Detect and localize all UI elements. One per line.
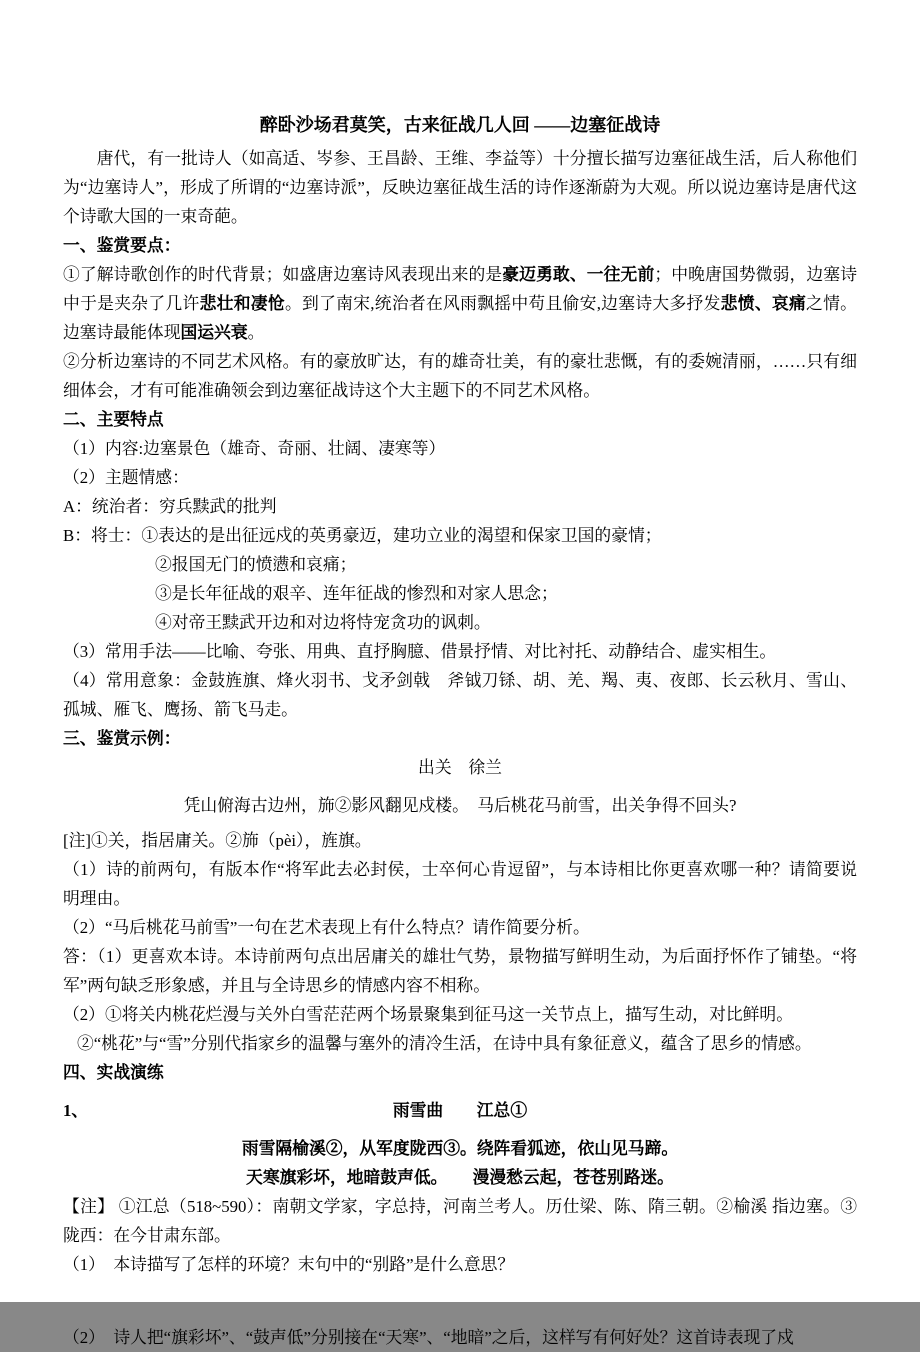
exercise-number: 1、	[63, 1101, 89, 1120]
section2-item-content: （1）内容:边塞景色（雄奇、奇丽、壮阔、凄寒等）	[63, 439, 446, 458]
section3-heading: 三、鉴赏示例：	[63, 729, 181, 748]
intro-paragraph: 唐代，有一批诗人（如高适、岑参、王昌龄、王维、李益等）十分擅长描写边塞征战生活，后人称他们为“边塞诗人”，形成了所谓的“边塞诗派”，反映边塞征战生活的诗作逐渐蔚为大观。所以说边塞诗是唐代这个诗歌大国的一束奇葩。	[63, 149, 857, 226]
section2-item-emotion: （2）主题情感：	[63, 468, 189, 487]
section1-point2: ②分析边塞诗的不同艺术风格。有的豪放旷达，有的雄奇壮美，有的豪壮悲慨，有的委婉清丽，……只有细细体会，才有可能准确领会到边塞征战诗这个大主题下的不同艺术风格。	[63, 352, 857, 400]
page-title: 醉卧沙场君莫笑，古来征战几人回 ——边塞征战诗	[259, 115, 661, 135]
poem1-question1: （1）诗的前两句，有版本作“将军此去必封侯，士卒何心肯逗留”，与本诗相比你更喜欢哪一种？请简要说明理由。	[63, 860, 857, 908]
section1-heading: 一、鉴赏要点：	[63, 236, 181, 255]
poem2-title: 雨雪曲 江总①	[392, 1101, 528, 1120]
section1-point1: ①了解诗歌创作的时代背景；如盛唐边塞诗风表现出来的是豪迈勇敢、一往无前；中晚唐国势微弱，边塞诗中于是夹杂了几许悲壮和凄怆。到了南宋,统治者在风雨飘摇中苟且偷安,边塞诗大多抒发悲愤、哀痛之情。边塞诗最能体现国运兴衰。	[63, 265, 857, 342]
poem2-question1: （1） 本诗描写了怎样的环境？末句中的“别路”是什么意思？	[63, 1255, 515, 1274]
section2-heading: 二、主要特点	[63, 410, 164, 429]
section2-item-imagery: （4）常用意象：金鼓旌旗、烽火羽书、戈矛剑戟 斧钺刀铩、胡、羌、羯、夷、夜郎、长云秋月、雪山、孤城、雁飞、鹰扬、箭飞马走。	[63, 671, 857, 719]
section2-item-soldier: B：将士：①表达的是出征远戍的英勇豪迈，建功立业的渴望和保家卫国的豪情；	[63, 526, 662, 545]
poem1-question2: （2）“马后桃花马前雪”一句在艺术表现上有什么特点？请作简要分析。	[63, 918, 590, 937]
section4-heading: 四、实战演练	[63, 1063, 164, 1082]
poem2-question2: （2） 诗人把“旗彩坏”、“鼓声低”分别接在“天寒”、“地暗”之后，这样写有何好处？这首诗表现了戍	[63, 1328, 794, 1347]
poem1-line: 凭山俯海古边州，斾②影风翻见戍楼。 马后桃花马前雪，出关争得不回头?	[183, 796, 737, 815]
document-content	[63, 110, 857, 1352]
section2-item-sub2: ②报国无门的愤懑和哀痛；	[155, 555, 357, 574]
section2-item-ruler: A：统治者：穷兵黩武的批判	[63, 497, 277, 516]
poem2-line2: 天寒旗彩坏，地暗鼓声低。 漫漫愁云起，苍苍别路迷。	[246, 1168, 674, 1187]
poem1-answer2: （2）①将关内桃花烂漫与关外白雪茫茫两个场景聚集到征马这一关节点上，描写生动，对比鲜明。	[63, 1005, 793, 1024]
poem1-note: [注]①关，指居庸关。②斾（pèi），旌旗。	[63, 831, 372, 850]
poem1-answer1: 答：（1）更喜欢本诗。本诗前两句点出居庸关的雄壮气势，景物描写鲜明生动，为后面抒怀作了铺垫。“将军”两句缺乏形象感，并且与全诗思乡的情感内容不相称。	[63, 947, 857, 995]
section2-item-sub3: ③是长年征战的艰辛、连年征战的惨烈和对家人思念；	[155, 584, 558, 603]
poem2-line1: 雨雪隔榆溪②，从军度陇西③。绕阵看狐迹，依山见马蹄。	[241, 1139, 679, 1158]
section2-item-sub4: ④对帝王黩武开边和对边将恃宠贪功的讽刺。	[155, 613, 491, 632]
poem1-title: 出关 徐兰	[418, 758, 502, 777]
poem2-title-row	[63, 1096, 857, 1125]
poem1-answer2b: ②“桃花”与“雪”分别代指家乡的温馨与塞外的清冷生活，在诗中具有象征意义，蕴含了思乡的情感。	[77, 1034, 812, 1053]
poem2-note: 【注】 ①江总（518~590）：南朝文学家，字总持，河南兰考人。历仕梁、陈、隋三朝。②榆溪 指边塞。③陇西：在今甘肃东部。	[63, 1197, 857, 1245]
section2-item-technique: （3）常用手法——比喻、夸张、用典、直抒胸臆、借景抒情、对比衬托、动静结合、虚实相生。	[63, 642, 777, 661]
